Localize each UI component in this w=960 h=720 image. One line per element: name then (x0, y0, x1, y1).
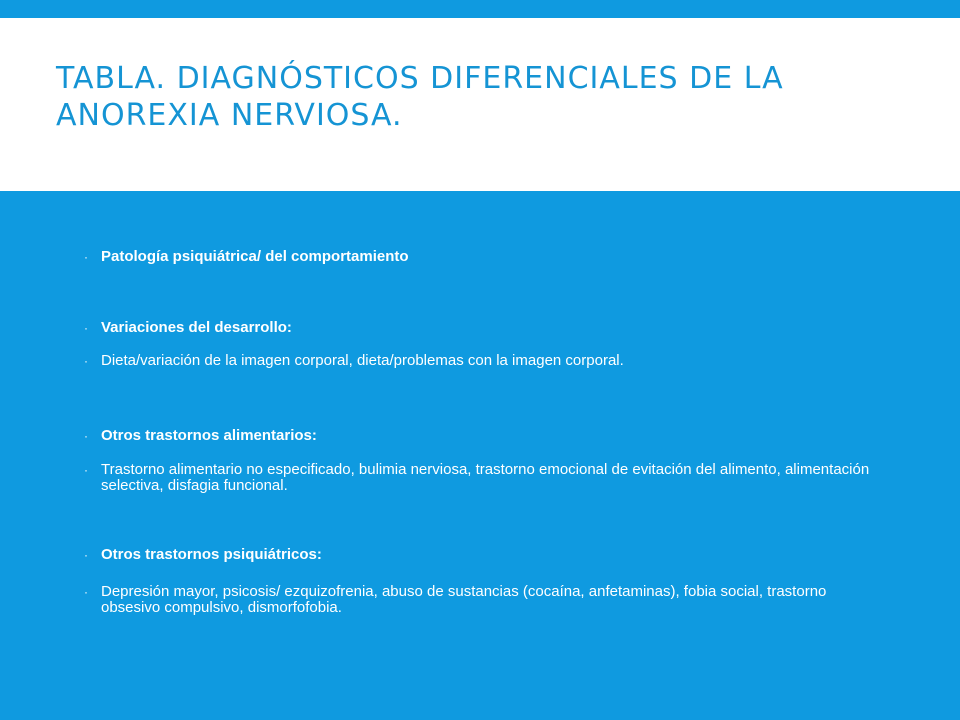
bullet-item-variaciones (84, 320, 884, 336)
bullet-item-otros-psiquiatricos (84, 547, 884, 563)
bullet-text: Variaciones del desarrollo: (101, 319, 292, 336)
bullet-dot-icon: · (84, 321, 88, 335)
bullet-text: Dieta/variación de la imagen corporal, dieta/problemas con la imagen corporal. (101, 352, 624, 369)
bullet-item-otros-alimentarios (84, 428, 884, 444)
bullet-dot-icon: · (84, 354, 88, 368)
bullet-item-patologia (84, 249, 884, 265)
bullet-text: Trastorno alimentario no especificado, bulimia nerviosa, trastorno emocional de evitación del alimento, alimentación selectiva, disfagia funcional. (101, 461, 870, 494)
title-area (0, 18, 960, 191)
top-accent-bar (0, 0, 960, 18)
content-area (0, 191, 960, 720)
bullet-item-dieta (84, 353, 884, 369)
bullet-text: Otros trastornos alimentarios: (101, 427, 317, 444)
bullet-dot-icon: · (84, 463, 88, 477)
bullet-text: Otros trastornos psiquiátricos: (101, 546, 322, 563)
slide-title: TABLA. DIAGNÓSTICOS DIFERENCIALES DE LA ANOREXIA NERVIOSA. (56, 61, 784, 133)
bullet-text: Patología psiquiátrica/ del comportamiento (101, 248, 409, 265)
bullet-dot-icon: · (84, 585, 88, 599)
bullet-dot-icon: · (84, 429, 88, 443)
bullet-item-depresion (84, 584, 884, 616)
bullet-item-trastorno-alimentario (84, 462, 884, 494)
bullet-text: Depresión mayor, psicosis/ ezquizofrenia, abuso de sustancias (cocaína, anfetaminas), fobia social, trastorno obsesivo compulsivo, dismorfofobia. (101, 583, 827, 616)
bullet-dot-icon: · (84, 548, 88, 562)
bullet-dot-icon: · (84, 250, 88, 264)
